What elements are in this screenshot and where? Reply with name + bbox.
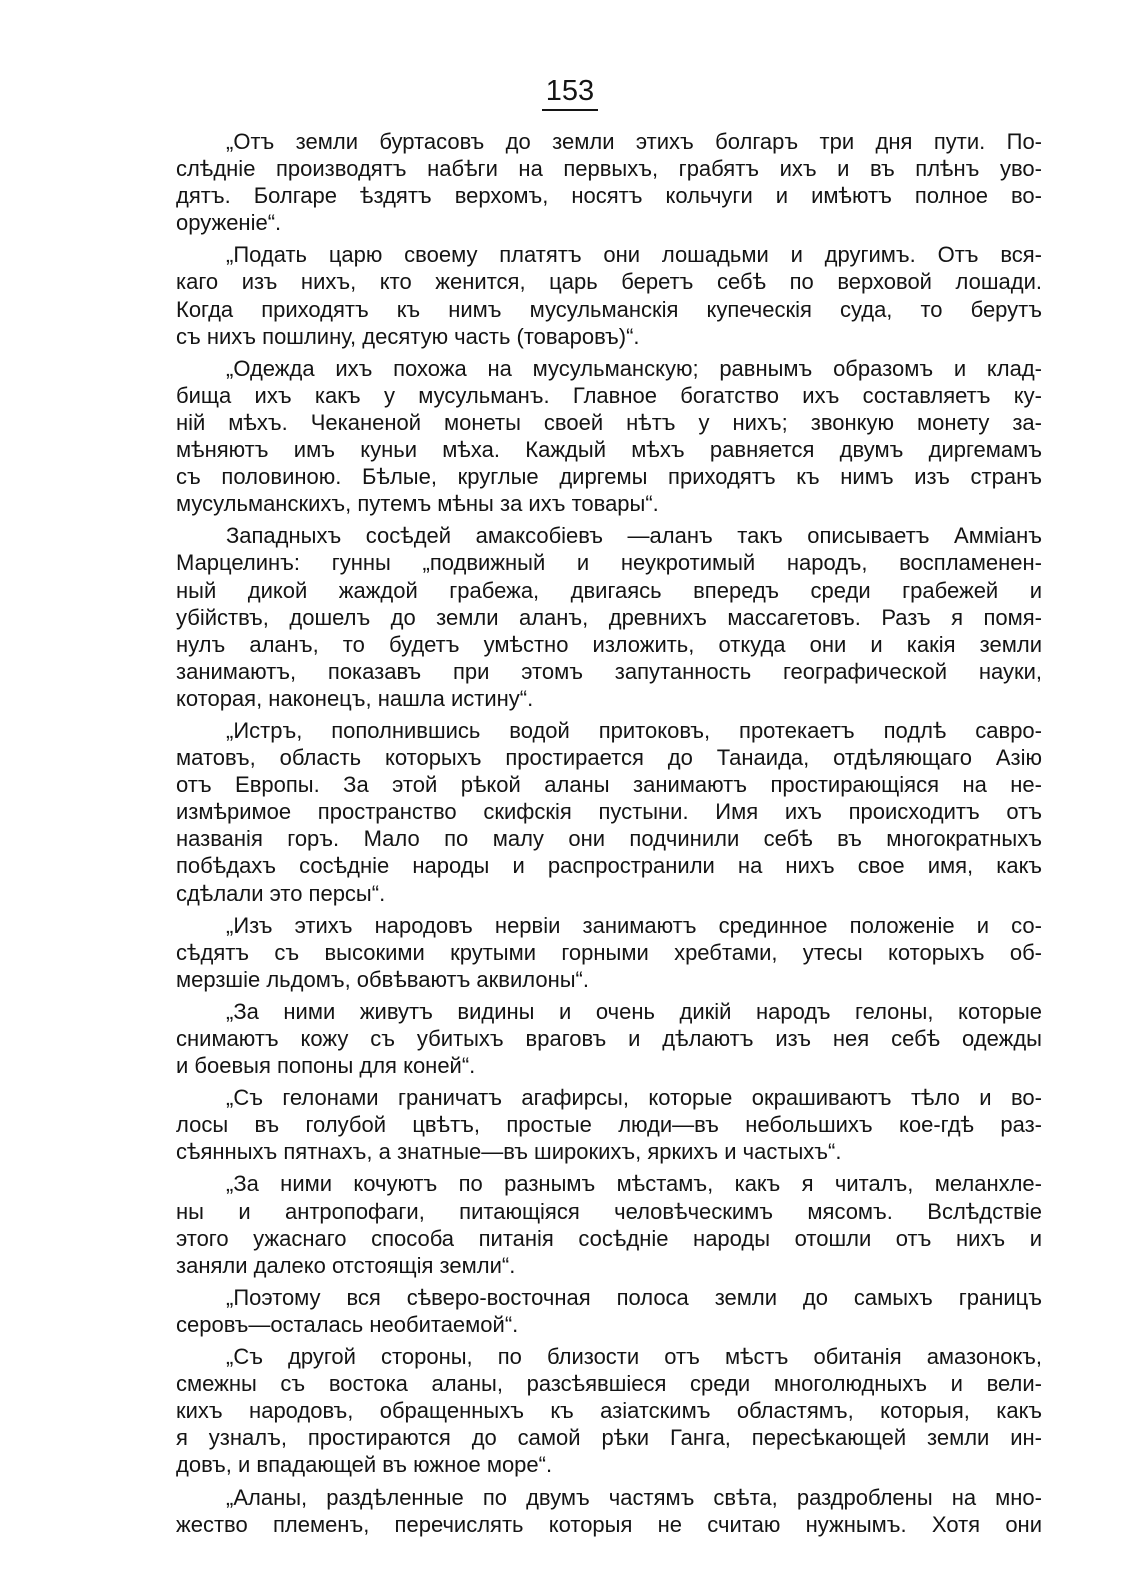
- text-line: побѣдахъ сосѣдніе народы и распространили на нихъ свое имя, какъ: [176, 853, 1042, 879]
- paragraph: [176, 1284, 1042, 1338]
- paragraph: [176, 1343, 1042, 1478]
- text-line: снимаютъ кожу съ убитыхъ враговъ и дѣлаютъ изъ нея себѣ одежды: [176, 1026, 1042, 1051]
- text-line: оруженіе“.: [176, 210, 282, 236]
- text-line: „Отъ земли буртасовъ до земли этихъ болгаръ три дня пути. По-: [226, 129, 1042, 154]
- paragraph: [176, 1170, 1042, 1278]
- paragraph: [176, 1084, 1042, 1165]
- text-line: дятъ. Болгаре ѣздятъ верхомъ, носятъ кольчуги и имѣютъ полное во-: [176, 183, 1042, 209]
- text-line: убійствъ, дошелъ до земли аланъ, древнихъ массагетовъ. Разъ я помя-: [176, 604, 1042, 630]
- text-line: занимаютъ, показавъ при этомъ запутанность географической науки,: [176, 658, 1042, 684]
- paragraph: [176, 717, 1042, 907]
- text-line: каго изъ нихъ, кто женится, царь беретъ себѣ по верховой лошади.: [176, 269, 1042, 295]
- paragraph: [176, 998, 1042, 1079]
- paragraph: [176, 128, 1042, 236]
- page-number: [0, 74, 1140, 111]
- text-line: и боевыя попоны для коней“.: [176, 1053, 476, 1079]
- text-line: я узналъ, простираются до самой рѣки Ганга, пересѣкающей земли ин-: [176, 1425, 1042, 1451]
- text-line: мусульманскихъ, путемъ мѣны за ихъ товары“.: [176, 491, 659, 517]
- text-line: мерзшіе льдомъ, обвѣваютъ аквилоны“.: [176, 966, 589, 992]
- text-line: отъ Европы. За этой рѣкой аланы занимаютъ простирающіяся на не-: [176, 772, 1042, 798]
- paragraph: [176, 355, 1042, 518]
- text-line: „Аланы, раздѣленные по двумъ частямъ свѣта, раздроблены на мно-: [226, 1484, 1042, 1510]
- text-line: „Поэтому вся сѣверо-восточная полоса земли до самыхъ границъ: [226, 1284, 1042, 1310]
- text-line: „Съ другой стороны, по близости отъ мѣстъ обитанія амазонокъ,: [226, 1344, 1042, 1370]
- text-line: бища ихъ какъ у мусульманъ. Главное богатство ихъ составляетъ ку-: [176, 382, 1042, 408]
- text-line: довъ, и впадающей въ южное море“.: [176, 1452, 553, 1478]
- text-line: Западныхъ сосѣдей амаксобіевъ —аланъ такъ описываетъ Амміанъ: [226, 523, 1042, 549]
- text-line: сѣдятъ съ высокими крутыми горными хребтами, утесы которыхъ об-: [176, 939, 1042, 965]
- text-line: ны и антропофаги, питающіяся человѣческимъ мясомъ. Вслѣдствіе: [176, 1198, 1042, 1224]
- text-line: серовъ—осталась необитаемой“.: [176, 1311, 519, 1337]
- text-line: смежны съ востока аланы, разсѣявшіеся среди многолюдныхъ и вели-: [176, 1371, 1042, 1397]
- text-line: „Подать царю своему платятъ они лошадьми и другимъ. Отъ вся-: [226, 242, 1042, 268]
- text-column: [176, 128, 1042, 1538]
- text-line: нулъ аланъ, то будетъ умѣстно изложить, откуда они и какія земли: [176, 631, 1042, 657]
- text-line: „Истръ, пополнившись водой притоковъ, протекаетъ подлѣ савро-: [226, 717, 1042, 743]
- text-line: съ половиною. Бѣлые, круглые диргемы приходятъ къ нимъ изъ странъ: [176, 464, 1042, 490]
- text-line: которая, наконецъ, нашла истину“.: [176, 685, 534, 711]
- text-line: съ нихъ пошлину, десятую часть (товаровъ)“.: [176, 323, 640, 349]
- paragraph: [176, 1484, 1042, 1538]
- text-line: сдѣлали это персы“.: [176, 880, 386, 906]
- text-line: ній мѣхъ. Чеканеной монеты своей нѣтъ у нихъ; звонкую монету за-: [176, 409, 1042, 435]
- text-line: ный дикой жаждой грабежа, двигаясь впередъ среди грабежей и: [176, 577, 1042, 603]
- text-line: мѣняютъ имъ куньи мѣха. Каждый мѣхъ равняется двумъ диргемамъ: [176, 437, 1042, 463]
- text-line: матовъ, область которыхъ простирается до Танаида, отдѣляющаго Азію: [176, 745, 1042, 771]
- text-line: „Съ гелонами граничатъ агафирсы, которые окрашиваютъ тѣло и во-: [226, 1085, 1042, 1111]
- text-line: „За ними живутъ видины и очень дикій народъ гелоны, которые: [226, 998, 1042, 1024]
- text-line: „Изъ этихъ народовъ нервіи занимаютъ срединное положеніе и со-: [226, 912, 1042, 938]
- text-line: Марцелинъ: гунны „подвижный и неукротимый народъ, воспламенен-: [176, 550, 1042, 576]
- text-line: лосы въ голубой цвѣтъ, простые люди—въ небольшихъ кое-гдѣ раз-: [176, 1112, 1042, 1138]
- page-number-text: 153: [542, 74, 598, 111]
- text-line: „За ними кочуютъ по разнымъ мѣстамъ, какъ я читалъ, меланхле-: [226, 1171, 1042, 1197]
- paragraph: [176, 522, 1042, 712]
- text-line: жество племенъ, перечислять которыя не считаю нужнымъ. Хотя они: [176, 1511, 1042, 1537]
- text-line: измѣримое пространство скифскія пустыни. Имя ихъ происходитъ отъ: [176, 799, 1042, 825]
- text-line: заняли далеко отстоящія земли“.: [176, 1252, 516, 1278]
- text-line: слѣдніе производятъ набѣги на первыхъ, грабятъ ихъ и въ плѣнъ уво-: [176, 156, 1042, 182]
- text-line: кихъ народовъ, обращенныхъ къ азіатскимъ областямъ, которыя, какъ: [176, 1398, 1042, 1424]
- text-line: этого ужаснаго способа питанія сосѣдніе народы отошли отъ нихъ и: [176, 1225, 1042, 1251]
- text-line: „Одежда ихъ похожа на мусульманскую; равнымъ образомъ и клад-: [226, 355, 1042, 381]
- text-line: сѣянныхъ пятнахъ, а знатные—въ широкихъ, яркихъ и частыхъ“.: [176, 1139, 842, 1165]
- text-line: названія горъ. Мало по малу они подчинили себѣ въ многократныхъ: [176, 826, 1042, 852]
- text-line: Когда приходятъ къ нимъ мусульманскія купеческія суда, то берутъ: [176, 296, 1042, 322]
- paragraph: [176, 912, 1042, 993]
- paragraph: [176, 241, 1042, 349]
